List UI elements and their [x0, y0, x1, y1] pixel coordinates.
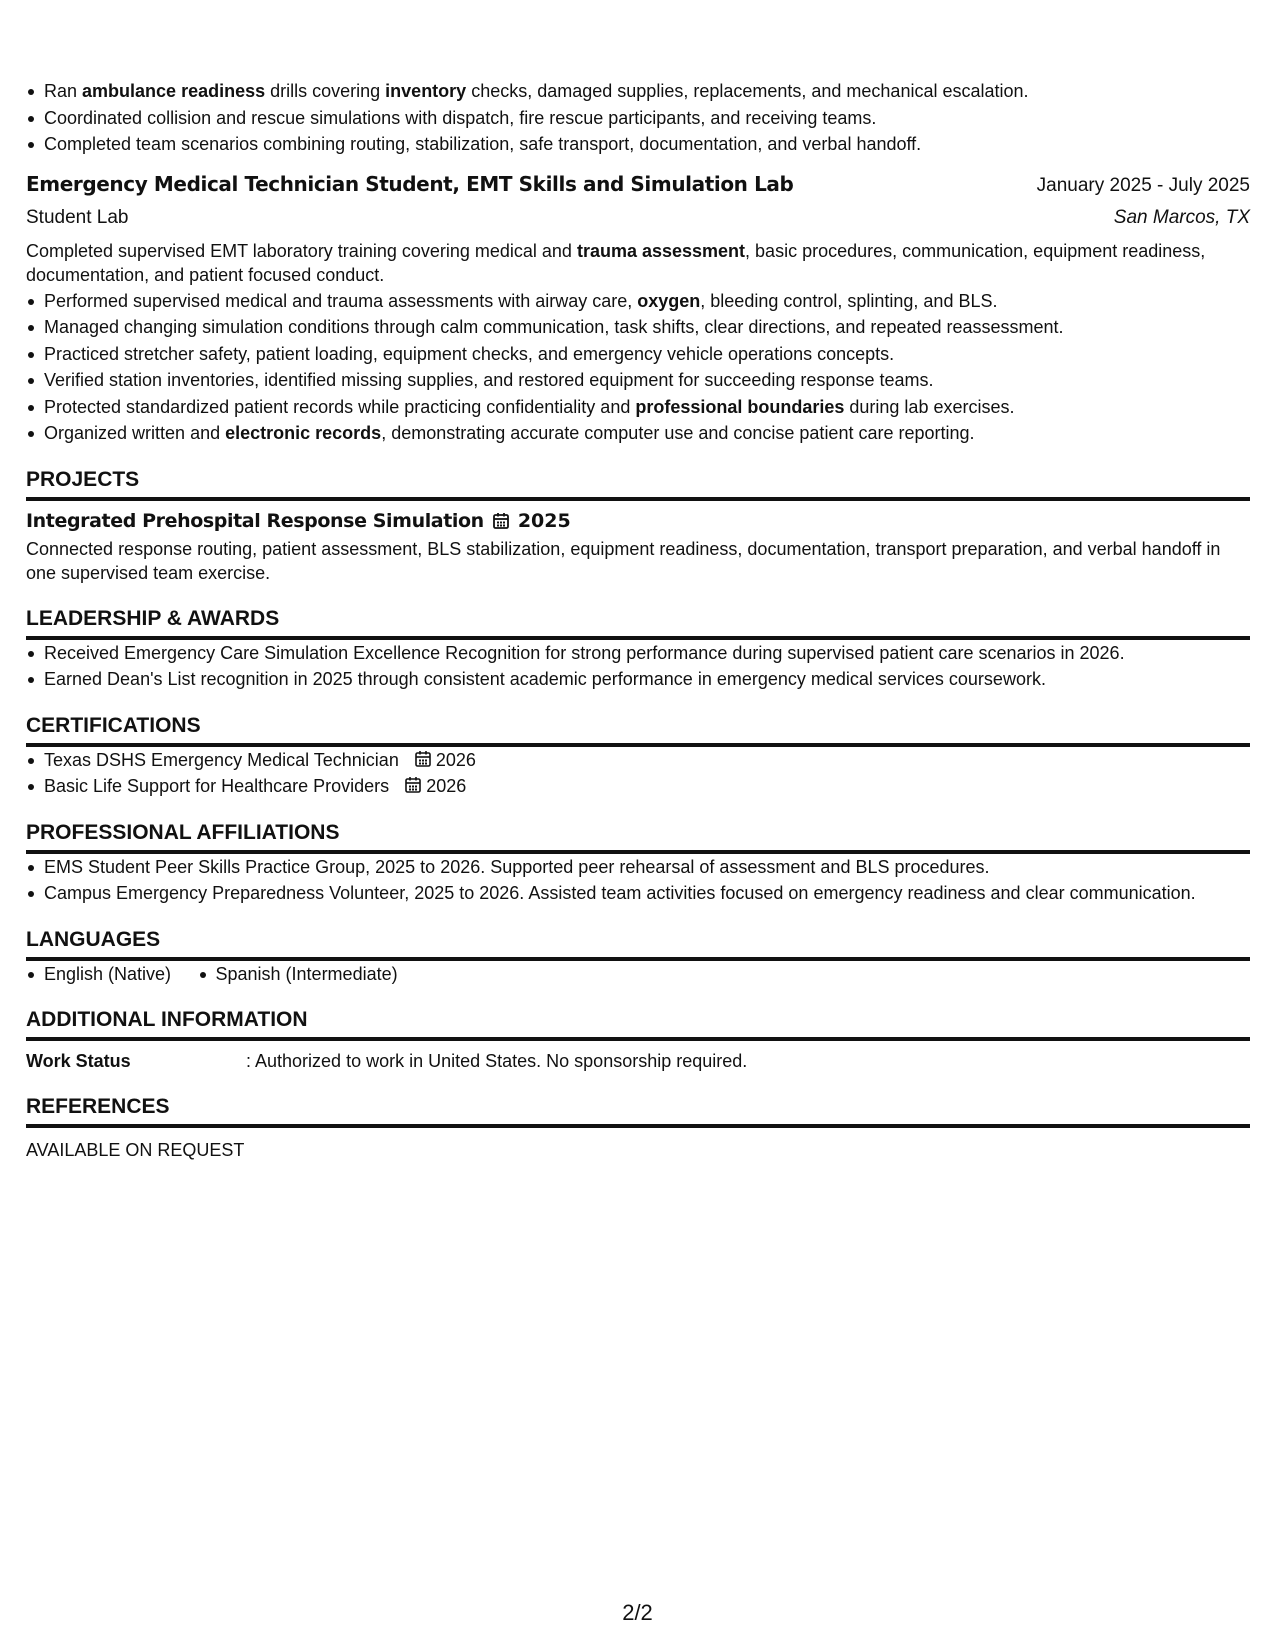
work-status-row: [26, 1048, 1250, 1074]
experience-bullets-prev: [26, 78, 1250, 158]
job-subheader: [26, 203, 1250, 233]
list-item: Practiced stretcher safety, patient loading, equipment checks, and emergency vehicle operations concepts.: [26, 341, 1250, 368]
language-item: English (Native): [26, 961, 171, 988]
work-status-label: Work Status: [26, 1051, 131, 1071]
project-year: 2025: [517, 509, 571, 532]
list-item: Coordinated collision and rescue simulations with dispatch, fire rescue participants, and receiving teams.: [26, 105, 1250, 132]
certification-year: 2026: [426, 776, 467, 796]
job-summary: Completed supervised EMT laboratory training covering medical and trauma assessment, basic procedures, communication, equipment readiness, documentation, and patient focused conduct.: [26, 240, 1206, 285]
references-text: AVAILABLE ON REQUEST: [26, 1140, 245, 1160]
certification-item: [26, 747, 1250, 774]
list-item: Protected standardized patient records while practicing confidentiality and professional boundaries during lab exercises.: [26, 394, 1250, 421]
list-item: Completed team scenarios combining routing, stabilization, safe transport, documentation, and verbal handoff.: [26, 131, 1250, 158]
bold-keyword: oxygen: [637, 290, 701, 311]
page-number: 2/2: [622, 1600, 653, 1625]
calendar-icon: [404, 776, 422, 794]
list-item: Received Emergency Care Simulation Excellence Recognition for strong performance during supervised patient care scenarios in 2026.: [26, 640, 1250, 667]
job-location: San Marcos, TX: [1113, 206, 1250, 228]
project-title: Integrated Prehospital Response Simulation: [26, 509, 484, 532]
certification-name: Texas DSHS Emergency Medical Technician: [44, 749, 399, 770]
bold-keyword: electronic records: [225, 423, 382, 443]
affiliations-list: [26, 854, 1250, 907]
certification-item: [26, 773, 1250, 800]
bold-keyword: trauma assessment: [576, 240, 746, 261]
job-header: [26, 170, 1250, 200]
list-item: Campus Emergency Preparedness Volunteer, 2025 to 2026. Assisted team activities focused on emergency readiness and clear communication.: [26, 880, 1250, 907]
job-dates: January 2025 - July 2025: [1036, 174, 1250, 196]
section-title-additional: ADDITIONAL INFORMATION: [26, 1007, 1250, 1041]
section-title-projects: PROJECTS: [26, 467, 1250, 501]
list-item: Earned Dean's List recognition in 2025 through consistent academic performance in emergency medical services coursework.: [26, 666, 1250, 693]
certifications-list: [26, 747, 1250, 800]
job-organization: Student Lab: [26, 206, 129, 228]
bold-keyword: professional boundaries: [635, 396, 845, 417]
section-title-languages: LANGUAGES: [26, 927, 1250, 961]
list-item: Managed changing simulation conditions through calm communication, task shifts, clear directions, and repeated reassessment.: [26, 314, 1250, 341]
bold-keyword: ambulance readiness: [82, 81, 266, 101]
section-title-affiliations: PROFESSIONAL AFFILIATIONS: [26, 820, 1250, 854]
job-bullets: [26, 288, 1250, 447]
section-title-references: REFERENCES: [26, 1094, 1250, 1128]
project-header: [26, 508, 1250, 535]
bold-keyword: inventory: [385, 81, 467, 101]
leadership-list: [26, 640, 1250, 693]
calendar-icon: [414, 750, 432, 768]
section-title-certifications: CERTIFICATIONS: [26, 713, 1250, 747]
work-status-value: : Authorized to work in United States. No sponsorship required.: [246, 1051, 748, 1071]
resume-page: [26, 78, 1250, 1163]
language-item: Spanish (Intermediate): [198, 961, 398, 988]
job-title: Emergency Medical Technician Student, EMT Skills and Simulation Lab: [26, 171, 794, 196]
calendar-icon: [492, 512, 510, 530]
list-item: Performed supervised medical and trauma assessments with airway care, oxygen, bleeding control, splinting, and BLS.: [26, 288, 1250, 315]
project-description: Connected response routing, patient assessment, BLS stabilization, equipment readiness, documentation, transport preparation, and verbal handoff in one supervised team exercise.: [26, 538, 1221, 583]
certification-name: Basic Life Support for Healthcare Providers: [44, 776, 390, 796]
list-item: Ran ambulance readiness drills covering inventory checks, damaged supplies, replacements, and mechanical escalation.: [26, 78, 1250, 105]
certification-year: 2026: [435, 749, 476, 770]
languages-list: [26, 961, 1250, 988]
list-item: Organized written and electronic records, demonstrating accurate computer use and concise patient care reporting.: [26, 420, 1250, 447]
list-item: EMS Student Peer Skills Practice Group, 2025 to 2026. Supported peer rehearsal of assessment and BLS procedures.: [26, 854, 1250, 881]
list-item: Verified station inventories, identified missing supplies, and restored equipment for succeeding response teams.: [26, 367, 1250, 394]
section-title-leadership: LEADERSHIP & AWARDS: [26, 606, 1250, 640]
